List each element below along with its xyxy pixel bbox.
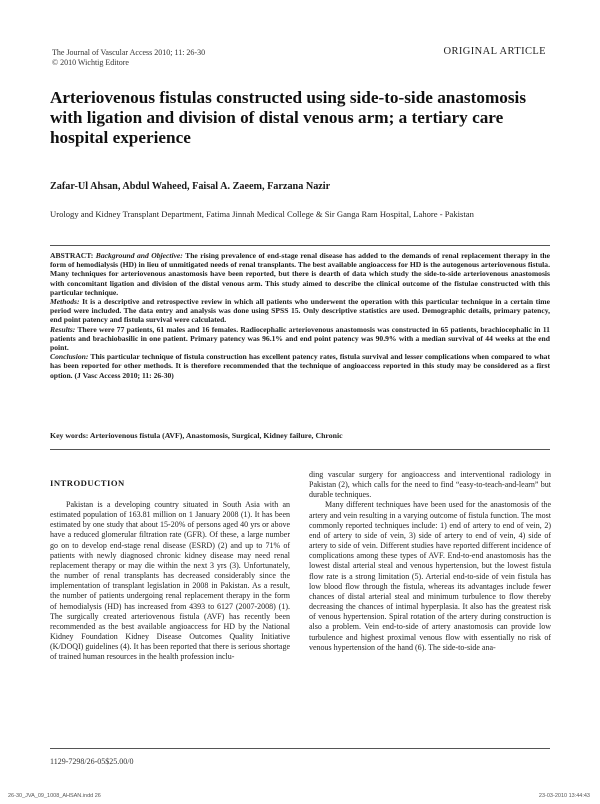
results-text: There were 77 patients, 61 males and 16 females. Radiocephalic arteriovenous anastomosis was constructed in 65 patients, brachiocephalic in 11 patients and brachiobasilic in one patient. Primary patency was 96.1% and end point patency was 90.9% with a median survival of 44 weeks at the end point.: [50, 324, 550, 353]
background-label: Background and Objective:: [95, 251, 183, 260]
abstract-top-divider: [50, 245, 550, 246]
footer-divider: [50, 748, 550, 749]
affiliation: Urology and Kidney Transplant Department, Fatima Jinnah Medical College & Sir Ganga Ram Hospital, Lahore - Pakistan: [50, 209, 474, 219]
methods-label: Methods:: [50, 297, 80, 307]
print-timestamp: 23-03-2010 13:44:43: [538, 793, 590, 799]
results-label: Results:: [50, 324, 76, 334]
intro-paragraph: Many different techniques have been used for the anastomosis of the artery and vein resulting in a varying outcome of fistula function. The most commonly reported techniques include: 1) end of artery to end of vein, 2) end of artery to side of vein, 3) side of artery to end of vein, 4) side of artery to side of vein. Different studies have reported different incidence of complications among these types of AVF. End-to-end anastomosis has the lowest distal arterial steal and venous hypertension, but the lowest fistula flow rate is a strong limitation (5). Arterial end-to-side of vein fistula has low blood flow through the fistula, whereas its advantages include fewer chances of distal arterial steal and minimum turbulence to flow thereby decreasing the chances of intimal hyperplasia. It also has the greatest risk of venous hypertension. Spiral rotation of the artery during construction is also a problem. Vein end-to-side of artery anastomosis can provide low turbulence and highest proximal venous flow with essentially no risk of venous hypertension of the hand (6). The side-to-side ana-: [309, 500, 551, 652]
journal-citation: [52, 48, 205, 68]
keywords-divider: [50, 449, 550, 450]
section-label: ORIGINAL ARTICLE: [443, 46, 546, 57]
issn-code: 1129-7298/26-05$25.00/0: [50, 757, 134, 766]
abstract-heading: ABSTRACT:: [50, 251, 94, 260]
abstract: [50, 251, 550, 380]
keywords: Key words: Arteriovenous fistula (AVF), Anastomosis, Surgical, Kidney failure, Chronic: [50, 431, 343, 440]
conclusion-text: This particular technique of fistula construction has excellent patency rates, fistula survival and lesser complications when compared to what has been reported for other methods. It is therefore recommended that the technique of angioaccess reported in this study may be considered as a first option. (J Vasc Access 2010; 11: 26-30): [50, 352, 550, 380]
copyright-line: © 2010 Wichtig Editore: [52, 58, 129, 67]
journal-citation-line: The Journal of Vascular Access 2010; 11: 26-30: [52, 48, 206, 57]
methods-text: It is a descriptive and retrospective review in which all patients who underwent the operation with this particular technique in a certain time period were included. The data entry and analysis was done using SPSS 15. Only descriptive statistics are used. Demographic details, primary patency, end point patency and fistula survival were calculated.: [50, 297, 550, 325]
body-column-right: [309, 470, 551, 653]
intro-paragraph: Pakistan is a developing country situated in South Asia with an estimated population of 163.81 million on 1 January 2008 (1). It has been estimated by one study that about 15-20% of persons aged 40 yrs or above have a reduced glomerular filtration rate (GFR). Of these, a large number go on to develop end-stage renal disease (ESRD) (2) and up to 71% of patients with newly diagnosed chronic kidney disease may need renal replacement therapy or may die within the next 3 yrs (3). Unfortunately, the number of renal transplants has decreased considerably since the implementation of transplant legislation in 2008 in Pakistan. As a result, the number of patients undergoing renal replacement therapy in the form of hemodialysis (HD) has increased from 4393 to 6127 (2007-2008) (1). The surgically created arteriovenous fistula (AVF) has recently been recommended as the best available angioaccess for HD by the National Kidney Foundation Kidney Disease Outcomes Quality Initiative (K/DOQI) guidelines (4). It has been reported that there is serious shortage of trained human resources in the health profession inclu-: [50, 500, 290, 662]
background-text: The rising prevalence of end-stage renal disease has added to the demands of renal replacement therapy in the form of hemodialysis (HD) in lieu of unmitigated needs of renal transplants. The best available angioaccess for HD is the autogenous arteriovenous fistula. Many techniques for arteriovenous anastomosis have been reported, but there is dearth of data which study the side-to-side arteriovenous anastomosis with concomitant ligation and division of the distal venous arm. This study aimed to describe the clinical outcome of the fistulae constructed with this particular technique.: [50, 251, 551, 297]
print-file-label: 26-30_JVA_09_1008_AHSAN.indd 26: [8, 793, 101, 799]
author-list: Zafar-Ul Ahsan, Abdul Waheed, Faisal A. Zaeem, Farzana Nazir: [50, 181, 331, 192]
intro-paragraph-continued: ding vascular surgery for angioaccess and interventional radiology in Pakistan (2), which calls for the need to find “easy-to-teach-and-learn” but durable techniques.: [309, 470, 551, 500]
body-column-left: [50, 500, 290, 663]
introduction-heading: INTRODUCTION: [50, 478, 125, 488]
article-title: Arteriovenous fistulas constructed using side-to-side anastomosis with ligation and division of distal venous arm; a tertiary care hospital experience: [50, 88, 527, 147]
conclusion-label: Conclusion:: [50, 352, 89, 362]
